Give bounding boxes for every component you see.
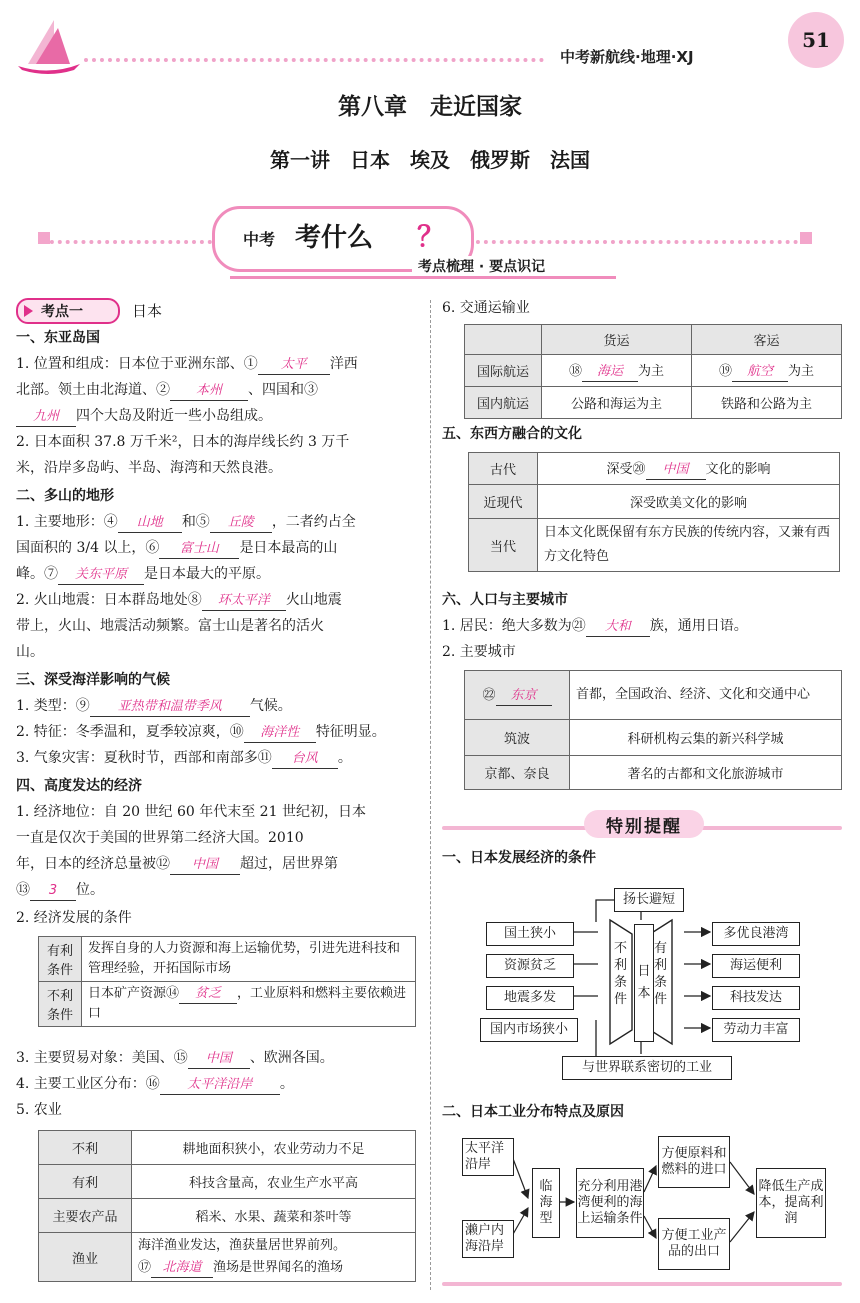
population-line1: 1. 居民：绝大多数为㉑ 大和 族，通用日语。 [442, 614, 748, 638]
answer-2: 本州 [170, 382, 248, 401]
answer-1: 太平 [258, 356, 330, 375]
page-number: 51 [802, 28, 830, 52]
sec3-heading: 三、深受海洋影响的气候 [16, 672, 170, 688]
agri-r1-key: 不利 [39, 1131, 132, 1165]
answer-17: 北海道 [151, 1259, 213, 1278]
kaodian-badge [16, 298, 120, 324]
d1-left-4: 国内市场狭小 [480, 1018, 578, 1042]
transport-r2-cargo: 公路和海运为主 [542, 387, 692, 419]
play-icon [24, 305, 33, 317]
column-divider [430, 300, 431, 1290]
agri-r3-key: 主要农产品 [39, 1199, 132, 1233]
culture-r2-val: 深受欧美文化的影响 [538, 485, 840, 519]
conditions-table [38, 936, 416, 1027]
answer-14: 贫乏 [179, 985, 237, 1004]
cond-unf-text: 日本矿产资源⑭ 贫乏 ，工业原料和燃料主要依赖进口 [82, 982, 416, 1027]
sec4-line4: ⑬ 3 位。 [16, 878, 104, 902]
cond-unf-label: 不利条件 [39, 982, 82, 1027]
sec4-line7: 4. 主要工业区分布：⑯ 太平洋沿岸 。 [16, 1072, 294, 1096]
cities-r2-val: 科研机构云集的新兴科学城 [570, 720, 842, 756]
left-column [16, 296, 420, 1296]
d2-b: 濑户内海沿岸 [462, 1220, 514, 1258]
cities-r1-key: ㉒ 东京 [465, 671, 570, 720]
sec2-line2: 国面积的 3/4 以上，⑥ 富士山 是日本最高的山 [16, 536, 337, 560]
banner-main: 考什么 [295, 223, 374, 253]
sailboat-icon [14, 14, 84, 76]
population-line2: 2. 主要城市 [442, 644, 516, 660]
transport-h2: 客运 [692, 325, 842, 355]
sec2-line6: 山。 [16, 644, 44, 660]
d1-left-3: 地震多发 [486, 986, 574, 1010]
d1-bottom: 与世界联系密切的工业 [562, 1056, 732, 1080]
banner-mark: ？ [417, 220, 446, 253]
answer-8: 环太平洋 [202, 592, 286, 611]
sec1-line4: 2. 日本面积 37.8 万千米²，日本的海岸线长约 3 万千 [16, 434, 350, 450]
answer-19: 航空 [732, 363, 788, 382]
transport-heading: 6. 交通运输业 [442, 300, 530, 316]
agri-r4-val: 海洋渔业发达，渔获量居世界前列。 ⑰ 北海道 渔场是世界闻名的渔场 [132, 1233, 416, 1282]
answer-11: 台风 [272, 750, 338, 769]
d2-g: 降低生产成本，提高利润 [756, 1168, 826, 1238]
answer-18: 海运 [582, 363, 638, 382]
d1-left-1: 国土狭小 [486, 922, 574, 946]
agri-r4-key: 渔业 [39, 1233, 132, 1282]
banner-dots-left [42, 240, 212, 244]
d2-d: 充分利用港湾便利的海上运输条件 [576, 1168, 644, 1238]
sec4-line1: 1. 经济地位：自 20 世纪 60 年代末至 21 世纪初，日本 [16, 804, 366, 820]
d2-c: 临海型 [532, 1168, 560, 1238]
d1-center: 日本 [634, 924, 654, 1042]
answer-12: 中国 [170, 856, 240, 875]
d1-left-2: 资源贫乏 [486, 954, 574, 978]
sec4-line3: 年，日本的经济总量被⑫ 中国 超过，居世界第 [16, 852, 338, 876]
sec4-line8: 5. 农业 [16, 1102, 62, 1118]
kaodian-title: 日本 [132, 302, 163, 320]
d2-f: 方便工业产品的出口 [658, 1218, 730, 1270]
lecture-title: 第一讲 日本 埃及 俄罗斯 法国 [270, 148, 590, 172]
culture-r2-key: 近现代 [469, 485, 538, 519]
answer-20: 中国 [646, 461, 706, 480]
cities-r3-key: 京都、奈良 [465, 756, 570, 790]
d1-right-1: 多优良港湾 [712, 922, 800, 946]
cond-fav-text: 发挥自身的人力资源和海上运输优势，引进先进科技和管理经验，开拓国际市场 [82, 937, 416, 982]
sec1-line5: 米，沿岸多岛屿、半岛、海湾和天然良港。 [16, 460, 282, 476]
d1-top: 扬长避短 [614, 888, 684, 912]
answer-4: 山地 [118, 514, 182, 533]
transport-r1: 国际航运 [465, 355, 542, 387]
cities-table [464, 670, 842, 790]
diagram2 [462, 1132, 848, 1272]
sec4-heading: 四、高度发达的经济 [16, 778, 142, 794]
transport-r1-cargo: ⑱ 海运 为主 [542, 355, 692, 387]
answer-5: 丘陵 [210, 514, 272, 533]
population-heading: 六、人口与主要城市 [442, 592, 568, 608]
banner-prefix: 中考 [243, 230, 276, 249]
header-dots [84, 58, 544, 62]
banner-sub: 考点梳理 · 要点识记 [412, 256, 551, 276]
sec1-line3: 九州 四个大岛及附近一些小岛组成。 [16, 404, 272, 428]
agri-r1-val: 耕地面积狭小，农业劳动力不足 [132, 1131, 416, 1165]
answer-3: 九州 [16, 408, 76, 427]
right-column [442, 296, 848, 1296]
answer-6: 富士山 [159, 540, 239, 559]
sec4-line2: 一直是仅次于美国的世界第二经济大国。2010 [16, 830, 304, 846]
kaodian-label: 考点一 [41, 304, 83, 320]
sec1-heading: 一、东亚岛国 [16, 330, 100, 346]
answer-21: 大和 [586, 618, 650, 637]
sec3-line1: 1. 类型：⑨ 亚热带和温带季风 气候。 [16, 694, 292, 718]
banner-underline [230, 276, 616, 279]
answer-9: 亚热带和温带季风 [90, 698, 250, 717]
transport-table [464, 324, 842, 419]
transport-h1: 货运 [542, 325, 692, 355]
remind-label-box [584, 810, 704, 838]
remind-label: 特别提醒 [606, 816, 682, 837]
answer-22: 东京 [496, 687, 552, 706]
d1-good: 有利条件 [654, 941, 668, 1007]
cond-fav-label: 有利条件 [39, 937, 82, 982]
banner-dots-right [468, 240, 798, 244]
culture-heading: 五、东西方融合的文化 [442, 426, 582, 442]
chapter-title: 第八章 走近国家 [338, 94, 522, 120]
culture-table [468, 452, 840, 572]
culture-r1-val: 深受⑳ 中国 文化的影响 [538, 453, 840, 485]
answer-13: 3 [30, 882, 76, 901]
agriculture-table [38, 1130, 416, 1282]
answer-7: 关东平原 [58, 566, 144, 585]
remind-banner [442, 810, 842, 840]
header-logo [14, 14, 84, 76]
d1-bad: 不利条件 [614, 941, 628, 1007]
sec2-line4: 2. 火山地震：日本群岛地处⑧ 环太平洋 火山地震 [16, 588, 342, 612]
banner-square-right [800, 232, 812, 244]
banner-square-left [38, 232, 50, 244]
cities-r2-key: 筑波 [465, 720, 570, 756]
diagram1 [486, 880, 806, 1090]
sec3-line2: 2. 特征：冬季温和，夏季较凉爽，⑩ 海洋性 特征明显。 [16, 720, 386, 744]
d2-a: 太平洋沿岸 [462, 1138, 514, 1176]
agri-r3-val: 稻米、水果、蔬菜和茶叶等 [132, 1199, 416, 1233]
diagram2-heading: 二、日本工业分布特点及原因 [442, 1104, 624, 1120]
sec4-line6: 3. 主要贸易对象：美国、⑮ 中国 、欧洲各国。 [16, 1046, 334, 1070]
answer-10: 海洋性 [244, 724, 316, 743]
sec2-line3: 峰。⑦ 关东平原 是日本最大的平原。 [16, 562, 270, 586]
agri-r2-val: 科技含量高，农业生产水平高 [132, 1165, 416, 1199]
transport-r2-pass: 铁路和公路为主 [692, 387, 842, 419]
answer-15: 中国 [188, 1050, 250, 1069]
d1-right-3: 科技发达 [712, 986, 800, 1010]
d2-e: 方便原料和燃料的进口 [658, 1136, 730, 1188]
sec2-heading: 二、多山的地形 [16, 488, 114, 504]
sec4-line5: 2. 经济发展的条件 [16, 910, 132, 926]
bottom-rule [442, 1282, 842, 1286]
transport-corner [465, 325, 542, 355]
culture-r1-key: 古代 [469, 453, 538, 485]
d1-right-4: 劳动力丰富 [712, 1018, 800, 1042]
culture-r3-key: 当代 [469, 519, 538, 572]
sec1-line1: 1. 位置和组成：日本位于亚洲东部、① 太平 洋西 [16, 352, 358, 376]
answer-16: 太平洋沿岸 [160, 1076, 280, 1095]
transport-r2: 国内航运 [465, 387, 542, 419]
diagram1-heading: 一、日本发展经济的条件 [442, 850, 596, 866]
sec3-line3: 3. 气象灾害：夏秋时节，西部和南部多⑪ 台风 。 [16, 746, 352, 770]
transport-r1-pass: ⑲ 航空 为主 [692, 355, 842, 387]
sec2-line5: 带上，火山、地震活动频繁。富士山是著名的活火 [16, 618, 324, 634]
agri-r2-key: 有利 [39, 1165, 132, 1199]
header-series: 中考新航线·地理·XJ [560, 48, 694, 66]
sec1-line2: 北部。领土由北海道、② 本州 、四国和③ [16, 378, 318, 402]
page-number-badge [788, 12, 844, 68]
cities-r1-val: 首都，全国政治、经济、文化和交通中心 [570, 671, 842, 720]
d1-right-2: 海运便利 [712, 954, 800, 978]
sec2-line1: 1. 主要地形：④ 山地 和⑤ 丘陵 ，二者约占全 [16, 510, 356, 534]
culture-r3-val: 日本文化既保留有东方民族的传统内容，又兼有西方文化特色 [538, 519, 840, 572]
cities-r3-val: 著名的古都和文化旅游城市 [570, 756, 842, 790]
